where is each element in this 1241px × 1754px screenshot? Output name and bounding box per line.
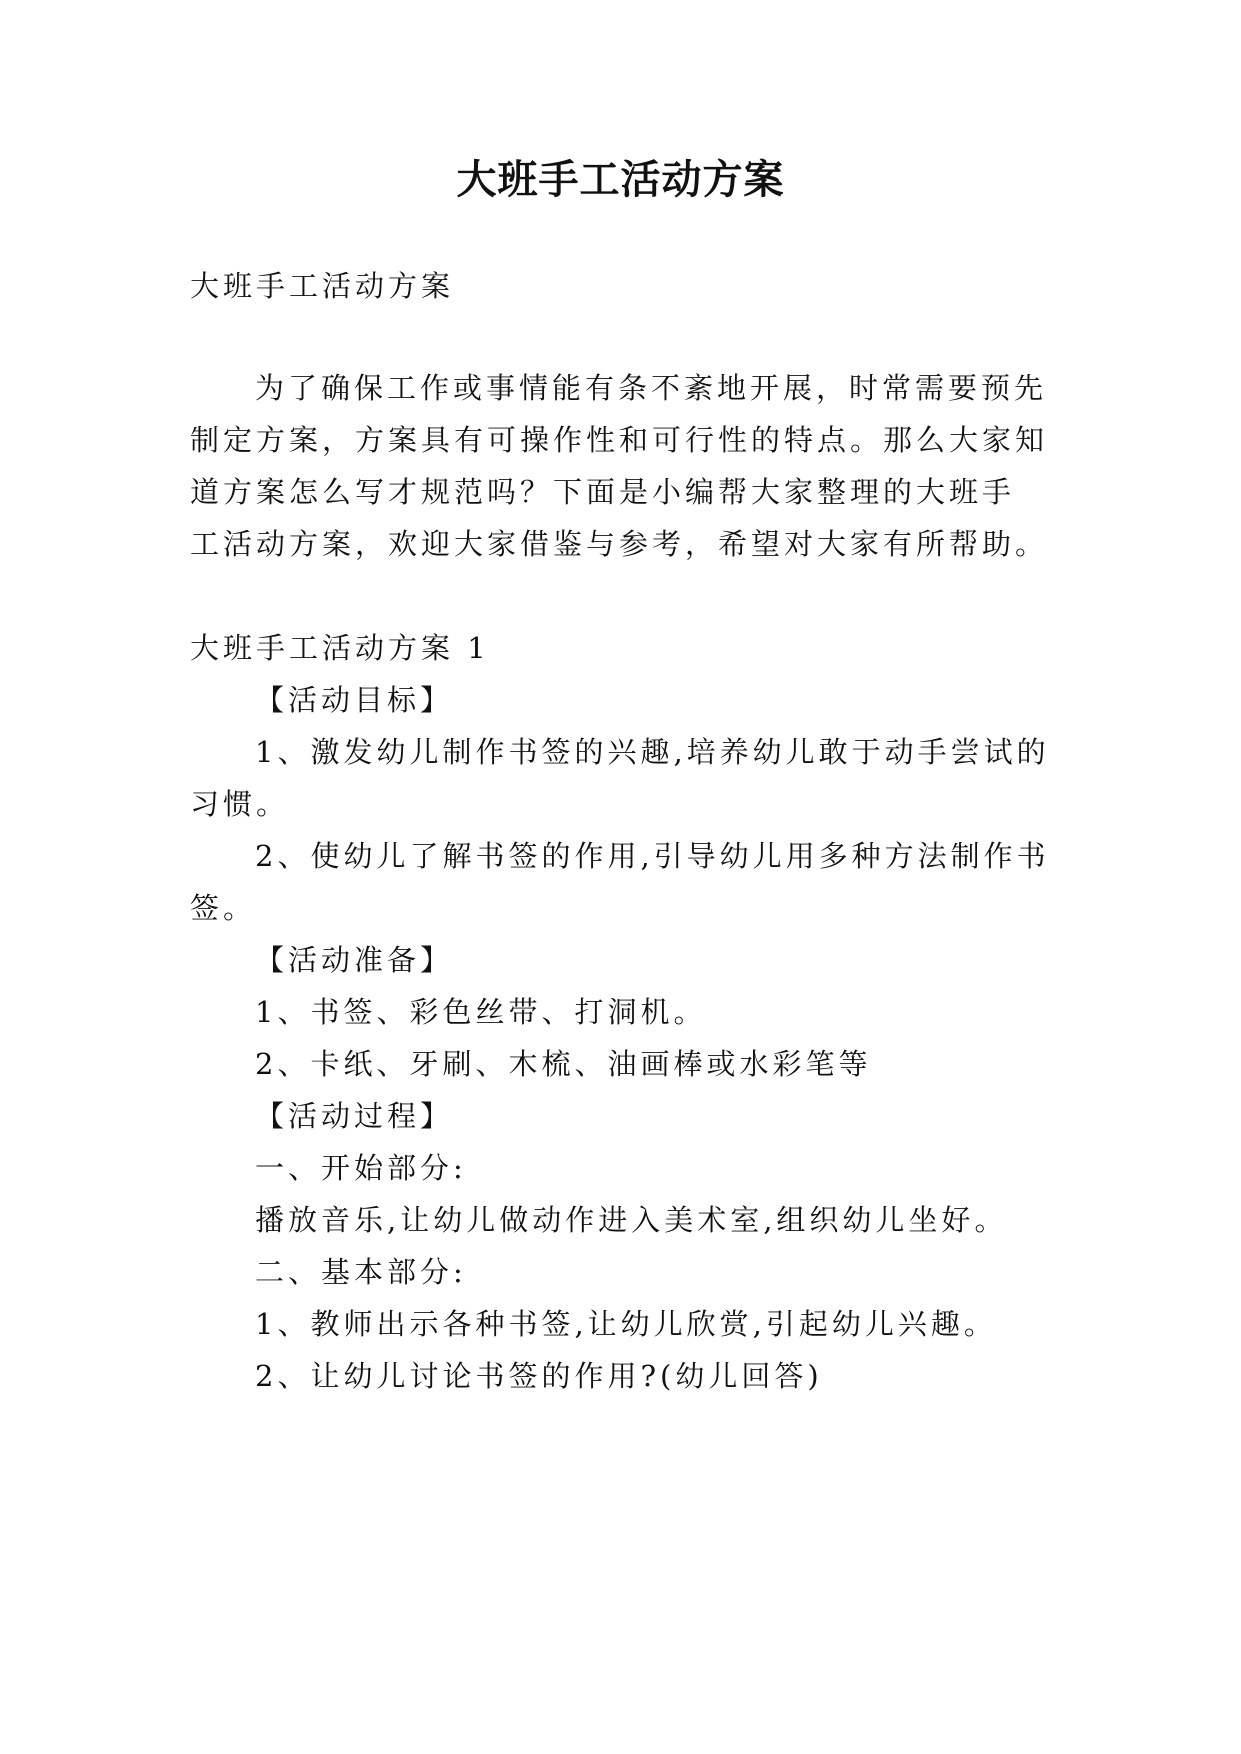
document-title: 大班手工活动方案	[456, 156, 785, 203]
part-2-item-1: 1、教师出示各种书签,让幼儿欣赏,引起幼儿兴趣。	[255, 1307, 997, 1341]
intro-line-1: 为了确保工作或事情能有条不紊地开展，时常需要预先	[255, 371, 1048, 405]
goal-1-line-2: 习惯。	[190, 787, 290, 821]
prep-heading: 【活动准备】	[255, 943, 454, 977]
process-heading: 【活动过程】	[255, 1099, 454, 1133]
goal-1-line-1: 1、激发幼儿制作书签的兴趣,培养幼儿敢于动手尝试的	[255, 735, 1050, 769]
part-1-heading: 一、开始部分:	[255, 1151, 467, 1185]
part-2-heading: 二、基本部分:	[255, 1255, 467, 1289]
intro-line-4: 工活动方案，欢迎大家借鉴与参考，希望对大家有所帮助。	[190, 527, 1049, 561]
goals-heading: 【活动目标】	[255, 683, 454, 717]
goal-2-line-2: 签。	[190, 891, 257, 925]
intro-line-2: 制定方案，方案具有可操作性和可行性的特点。那么大家知	[190, 423, 1049, 457]
goal-2-line-1: 2、使幼儿了解书签的作用,引导幼儿用多种方法制作书	[255, 839, 1050, 873]
document-subtitle: 大班手工活动方案	[190, 269, 455, 303]
part-2-item-2: 2、让幼儿讨论书签的作用?(幼儿回答)	[255, 1359, 823, 1393]
intro-line-3: 道方案怎么写才规范吗？下面是小编帮大家整理的大班手	[190, 475, 1016, 509]
section-title: 大班手工活动方案 1	[190, 631, 490, 665]
prep-item-1: 1、书签、彩色丝带、打洞机。	[255, 995, 707, 1029]
prep-item-2: 2、卡纸、牙刷、木梳、油画棒或水彩笔等	[255, 1047, 872, 1081]
part-1-text: 播放音乐,让幼儿做动作进入美术室,组织幼儿坐好。	[255, 1203, 1008, 1237]
